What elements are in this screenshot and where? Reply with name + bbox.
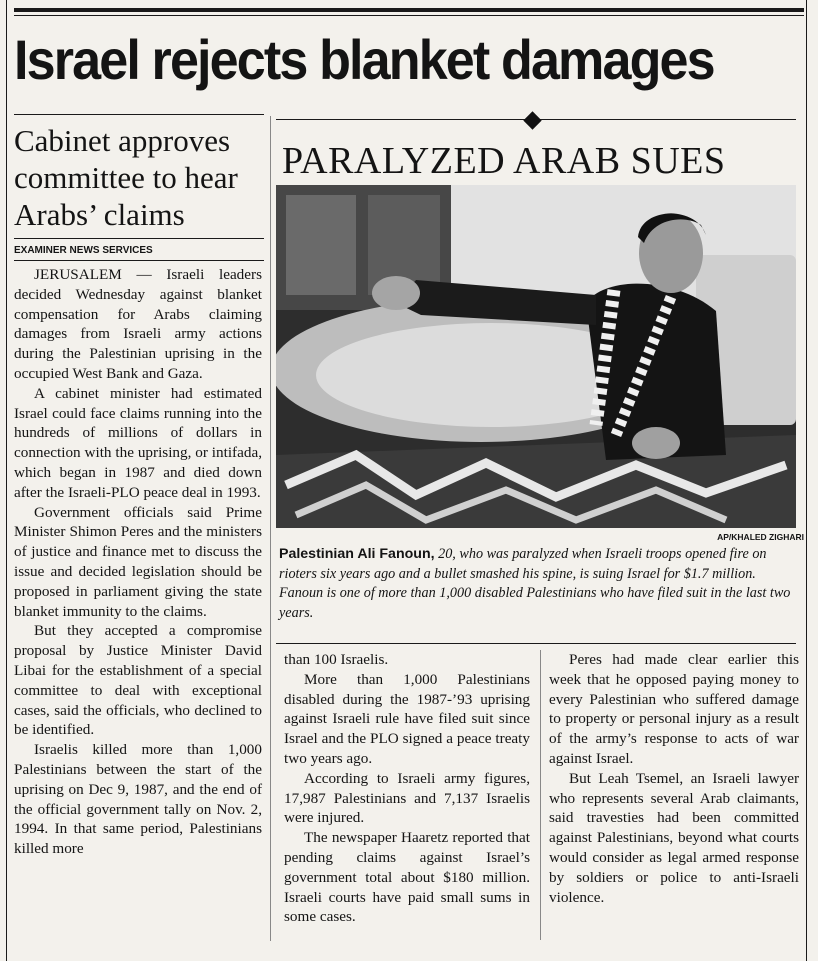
caption-name: Palestinian Ali Fanoun,: [279, 546, 435, 562]
man-on-couch-photo: [276, 185, 796, 528]
paragraph: A cabinet minister had estimated Israel could face claims running into the hundreds of millions of dollars in connection with the uprising, or intifada, which began in 1987 and died down after the Israeli-PLO peace deal in 1993.: [14, 384, 262, 501]
headline: Israel rejects blanket damages: [14, 28, 714, 91]
photo-caption: [279, 545, 799, 623]
paragraph: JERUSALEM — Israeli leaders decided Wednesday against blanket compensation for Arabs claiming damages from Israeli army actions during the Palestinian uprising in the occupied West Bank and Gaza.: [14, 266, 262, 382]
top-rule-thin: [14, 15, 804, 16]
paragraph: Peres had made clear earlier this week that he opposed paying money to every Palestinian who suffered damage to property or personal injury as a result of the army’s response to acts of war against Israel.: [549, 651, 799, 767]
paragraph: than 100 Israelis.: [284, 651, 389, 668]
paragraph: Israelis killed more than 1,000 Palestinians between the start of the uprising on Dec 9, 1987, and the end of the official government tally on Nov. 2, 1994. In that same period, Palestinians killed more: [14, 741, 262, 858]
paragraph: Government officials said Prime Minister Shimon Peres and the ministers of justice and finance met to discuss the issue and decided legislation should be proposed in parliament giving the state blanket immunity to the claims.: [14, 503, 262, 620]
headline-rule-left: [14, 114, 264, 115]
caption-text: 20, who was paralyzed when Israeli troops opened fire on rioters six years ago and a bullet smashed his spine, is suing Israel for $1.7 million. Fanoun is one of more than 1,000 disabled Palestinians who have filed suit in the last two years.: [279, 546, 791, 621]
byline: EXAMINER NEWS SERVICES: [14, 245, 153, 256]
paragraph: But they accepted a compromise proposal by Justice Minister David Libai for the establishment of a special committee to deal with exceptional cases, said the officials, who declined to be identified.: [14, 622, 262, 739]
news-photo: [276, 185, 796, 528]
caption-rule: [276, 643, 796, 644]
byline-rule: [14, 260, 264, 261]
column-divider-2: [540, 650, 541, 940]
diamond-ornament-icon: [523, 111, 541, 129]
paragraph: According to Israeli army figures, 17,987 Palestinians and 7,137 Israelis were injured.: [284, 769, 530, 827]
column-divider: [270, 116, 271, 941]
deck: Cabinet approves committee to hear Arabs’ claims: [14, 123, 238, 232]
right-border: [806, 0, 807, 961]
article-column-3: [549, 650, 799, 907]
article-column-2: [284, 650, 530, 927]
article-column-1: [14, 265, 262, 859]
paragraph: More than 1,000 Palestinians disabled during the 1987-’93 uprising against Israeli rule have filed suit since Israel and the PLO signed a peace treaty two years ago.: [284, 670, 530, 767]
paragraph: But Leah Tsemel, an Israeli lawyer who represents several Arab claimants, said travesties had been committed against Palestinians, beyond what courts would consider as legal armed response by soldiers or police to anti-Israeli violence.: [549, 769, 799, 906]
kicker-headline: PARALYZED ARAB SUES: [282, 140, 726, 182]
photo-credit: AP/KHALED ZIGHARI: [717, 532, 804, 542]
paragraph: The newspaper Haaretz reported that pending claims against Israel’s government total about $180 million. Israeli courts have paid small sums in some cases.: [284, 829, 530, 926]
top-rule-thick: [14, 8, 804, 12]
left-border: [6, 0, 7, 961]
deck-rule: [14, 238, 264, 239]
